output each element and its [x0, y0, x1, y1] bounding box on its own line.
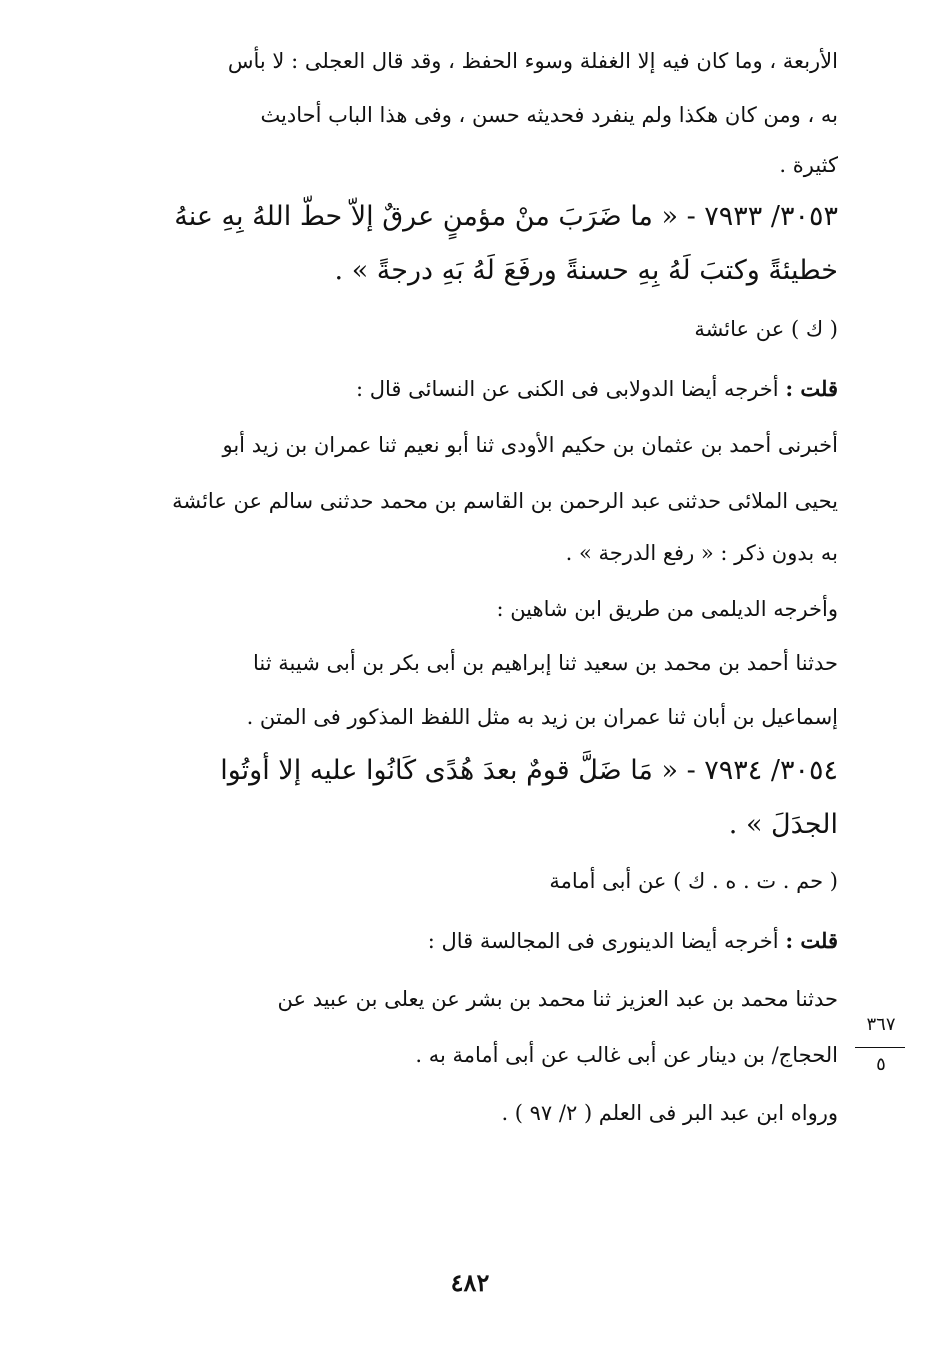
isnad-line: حدثنا أحمد بن محمد بن سعيد ثنا إبراهيم بن أبى بكر بن أبى شيبة ثنا [253, 651, 838, 675]
isnad-line: إسماعيل بن أبان ثنا عمران بن زيد به مثل اللفظ المذكور فى المتن . [246, 705, 838, 729]
text-line: كثيرة . [779, 153, 838, 177]
qultu-text: أخرجه أيضا الدولابى فى الكنى عن النسائى قال : [356, 377, 779, 401]
margin-reference-bottom: ٥ [876, 1054, 886, 1075]
isnad-line: يحيى الملائى حدثنى عبد الرحمن بن القاسم بن محمد حدثنى سالم عن عائشة [172, 489, 838, 513]
margin-divider [855, 1047, 905, 1048]
qultu-line [356, 374, 838, 404]
qultu-label: قلت : [785, 376, 838, 401]
isnad-line: الحجاج/ بن دينار عن أبى غالب عن أبى أمامة به . [415, 1043, 838, 1067]
hadith-source: ( حم . ت . ه . ك ) عن أبى أمامة [549, 869, 838, 893]
margin-reference-top: ٣٦٧ [866, 1014, 896, 1035]
qultu-text: أخرجه أيضا الدينورى فى المجالسة قال : [427, 929, 779, 953]
hadith-text-line: ٣٠٥٤/ ٧٩٣٤ - « مَا ضَلَّ قومٌ بعدَ هُدًى كَانُوا عليه إلا أوتُوا [220, 755, 838, 786]
text-line: ورواه ابن عبد البر فى العلم ( ٢/ ٩٧ ) . [501, 1101, 838, 1125]
qultu-label: قلت : [785, 928, 838, 953]
hadith-text-line: الجدَلَ » . [728, 809, 838, 840]
text-line: الأربعة ، وما كان فيه إلا الغفلة وسوء الحفظ ، وقد قال العجلى : لا بأس [227, 49, 838, 73]
isnad-line: أخبرنى أحمد بن عثمان بن حكيم الأودى ثنا أبو نعيم ثنا عمران بن زيد أبو [222, 433, 838, 457]
hadith-text-line: خطيئةً وكتبَ لَهُ بِهِ حسنةً ورفَعَ لَهُ بَهِ درجةً » . [334, 255, 838, 286]
text-line: وأخرجه الديلمى من طريق ابن شاهين : [496, 597, 838, 621]
page-number: ٤٨٢ [450, 1268, 490, 1297]
qultu-line [428, 926, 838, 956]
text-line: به ، ومن كان هكذا ولم ينفرد فحديثه حسن ، وفى هذا الباب أحاديث [260, 103, 838, 127]
hadith-text-line: ٣٠٥٣/ ٧٩٣٣ - « ما ضَرَبَ منْ مؤمنٍ عرقٌ إلاّ حطّ اللهُ بِهِ عنهُ [174, 201, 838, 232]
isnad-line: حدثنا محمد بن عبد العزيز ثنا محمد بن بشر عن يعلى بن عبيد عن [277, 987, 838, 1011]
isnad-line: به بدون ذكر : « رفع الدرجة » . [565, 541, 838, 565]
hadith-source: ( ك ) عن عائشة [694, 317, 838, 341]
